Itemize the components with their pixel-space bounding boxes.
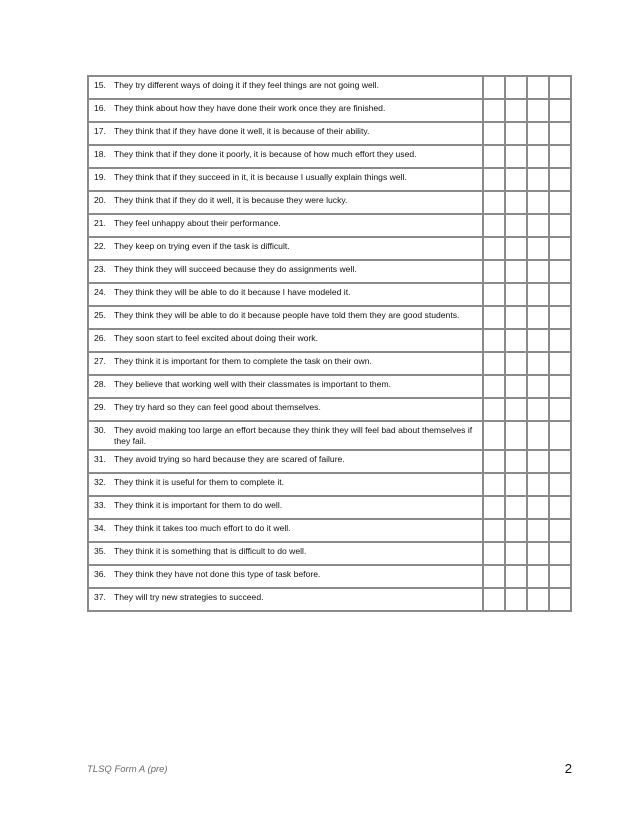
question-cell bbox=[88, 329, 483, 352]
question-number: 16. bbox=[94, 103, 106, 113]
response-box[interactable] bbox=[527, 473, 549, 496]
question-cell bbox=[88, 421, 483, 450]
question-number: 30. bbox=[94, 425, 106, 435]
response-box[interactable] bbox=[505, 352, 527, 375]
response-box[interactable] bbox=[483, 145, 505, 168]
response-box[interactable] bbox=[527, 191, 549, 214]
response-box[interactable] bbox=[549, 122, 571, 145]
question-cell bbox=[88, 352, 483, 375]
response-box[interactable] bbox=[527, 496, 549, 519]
question-text: They think it is something that is difficult to do well. bbox=[114, 546, 307, 556]
question-row bbox=[88, 122, 571, 145]
response-box[interactable] bbox=[527, 588, 549, 611]
question-cell bbox=[88, 450, 483, 473]
question-text: They believe that working well with their classmates is important to them. bbox=[114, 379, 392, 389]
response-box[interactable] bbox=[505, 214, 527, 237]
response-box[interactable] bbox=[505, 99, 527, 122]
response-box[interactable] bbox=[483, 496, 505, 519]
response-box[interactable] bbox=[505, 145, 527, 168]
response-box[interactable] bbox=[483, 421, 505, 450]
question-text: They try different ways of doing it if they feel things are not going well. bbox=[114, 80, 379, 90]
question-cell bbox=[88, 496, 483, 519]
question-cell bbox=[88, 398, 483, 421]
response-box[interactable] bbox=[527, 352, 549, 375]
question-number: 24. bbox=[94, 287, 106, 297]
response-box[interactable] bbox=[527, 260, 549, 283]
question-row bbox=[88, 588, 571, 611]
response-box[interactable] bbox=[505, 519, 527, 542]
response-box[interactable] bbox=[549, 237, 571, 260]
question-text: They avoid trying so hard because they are scared of failure. bbox=[114, 454, 345, 464]
question-text: They try hard so they can feel good about themselves. bbox=[114, 402, 321, 412]
response-box[interactable] bbox=[505, 542, 527, 565]
question-text: They think it is important for them to complete the task on their own. bbox=[114, 356, 372, 366]
question-text: They will try new strategies to succeed. bbox=[114, 592, 264, 602]
response-box[interactable] bbox=[549, 76, 571, 99]
response-box[interactable] bbox=[505, 421, 527, 450]
question-number: 25. bbox=[94, 310, 106, 320]
question-text: They think they have not done this type of task before. bbox=[114, 569, 321, 579]
response-box[interactable] bbox=[483, 473, 505, 496]
response-box[interactable] bbox=[549, 352, 571, 375]
response-box[interactable] bbox=[527, 99, 549, 122]
question-cell bbox=[88, 306, 483, 329]
question-row bbox=[88, 214, 571, 237]
response-box[interactable] bbox=[505, 260, 527, 283]
question-text: They think it takes too much effort to do it well. bbox=[114, 523, 291, 533]
question-text: They keep on trying even if the task is difficult. bbox=[114, 241, 290, 251]
response-box[interactable] bbox=[483, 329, 505, 352]
response-box[interactable] bbox=[505, 283, 527, 306]
response-box[interactable] bbox=[549, 145, 571, 168]
question-row bbox=[88, 398, 571, 421]
response-box[interactable] bbox=[527, 122, 549, 145]
response-box[interactable] bbox=[527, 237, 549, 260]
response-box[interactable] bbox=[505, 237, 527, 260]
response-box[interactable] bbox=[549, 375, 571, 398]
response-box[interactable] bbox=[549, 542, 571, 565]
response-box[interactable] bbox=[483, 306, 505, 329]
response-box[interactable] bbox=[549, 473, 571, 496]
question-number: 32. bbox=[94, 477, 106, 487]
response-box[interactable] bbox=[527, 306, 549, 329]
response-box[interactable] bbox=[549, 260, 571, 283]
question-row bbox=[88, 260, 571, 283]
question-row bbox=[88, 283, 571, 306]
questionnaire-table bbox=[87, 75, 572, 612]
response-box[interactable] bbox=[527, 398, 549, 421]
response-box[interactable] bbox=[549, 283, 571, 306]
response-box[interactable] bbox=[505, 398, 527, 421]
response-box[interactable] bbox=[505, 122, 527, 145]
question-cell bbox=[88, 519, 483, 542]
question-number: 26. bbox=[94, 333, 106, 343]
response-box[interactable] bbox=[505, 565, 527, 588]
question-cell bbox=[88, 168, 483, 191]
response-box[interactable] bbox=[549, 588, 571, 611]
response-box[interactable] bbox=[549, 519, 571, 542]
question-cell bbox=[88, 375, 483, 398]
response-box[interactable] bbox=[549, 214, 571, 237]
question-number: 20. bbox=[94, 195, 106, 205]
question-cell bbox=[88, 588, 483, 611]
response-box[interactable] bbox=[505, 329, 527, 352]
response-box[interactable] bbox=[483, 122, 505, 145]
question-number: 18. bbox=[94, 149, 106, 159]
response-box[interactable] bbox=[483, 214, 505, 237]
response-box[interactable] bbox=[483, 76, 505, 99]
response-box[interactable] bbox=[505, 496, 527, 519]
question-text: They think they will be able to do it because I have modeled it. bbox=[114, 287, 351, 297]
question-text: They think it is useful for them to complete it. bbox=[114, 477, 285, 487]
question-number: 27. bbox=[94, 356, 106, 366]
question-text: They think that if they have done it well, it is because of their ability. bbox=[114, 126, 370, 136]
response-box[interactable] bbox=[483, 542, 505, 565]
question-number: 15. bbox=[94, 80, 106, 90]
question-text: They avoid making too large an effort because they think they will feel bad about themselves if they fail. bbox=[114, 425, 473, 446]
response-box[interactable] bbox=[483, 260, 505, 283]
question-row bbox=[88, 145, 571, 168]
response-box[interactable] bbox=[549, 421, 571, 450]
response-box[interactable] bbox=[505, 191, 527, 214]
question-number: 35. bbox=[94, 546, 106, 556]
question-row bbox=[88, 306, 571, 329]
question-text: They think it is important for them to do well. bbox=[114, 500, 283, 510]
question-row bbox=[88, 542, 571, 565]
response-box[interactable] bbox=[527, 329, 549, 352]
response-box[interactable] bbox=[483, 352, 505, 375]
question-cell bbox=[88, 145, 483, 168]
question-row bbox=[88, 375, 571, 398]
response-box[interactable] bbox=[483, 519, 505, 542]
response-box[interactable] bbox=[483, 283, 505, 306]
question-cell bbox=[88, 565, 483, 588]
response-box[interactable] bbox=[483, 450, 505, 473]
question-number: 28. bbox=[94, 379, 106, 389]
question-number: 33. bbox=[94, 500, 106, 510]
response-box[interactable] bbox=[483, 237, 505, 260]
response-box[interactable] bbox=[527, 76, 549, 99]
question-text: They think they will succeed because they do assignments well. bbox=[114, 264, 357, 274]
question-row bbox=[88, 237, 571, 260]
response-box[interactable] bbox=[527, 519, 549, 542]
response-box[interactable] bbox=[549, 99, 571, 122]
response-box[interactable] bbox=[549, 398, 571, 421]
response-box[interactable] bbox=[527, 214, 549, 237]
form-label: TLSQ Form A (pre) bbox=[87, 764, 168, 775]
question-cell bbox=[88, 76, 483, 99]
question-cell bbox=[88, 473, 483, 496]
question-text: They think that if they done it poorly, it is because of how much effort they used. bbox=[114, 149, 417, 159]
question-text: They soon start to feel excited about doing their work. bbox=[114, 333, 318, 343]
question-number: 31. bbox=[94, 454, 106, 464]
question-cell bbox=[88, 191, 483, 214]
response-box[interactable] bbox=[527, 542, 549, 565]
response-box[interactable] bbox=[505, 473, 527, 496]
question-row bbox=[88, 519, 571, 542]
response-box[interactable] bbox=[483, 398, 505, 421]
response-box[interactable] bbox=[483, 375, 505, 398]
question-row bbox=[88, 168, 571, 191]
response-box[interactable] bbox=[483, 588, 505, 611]
question-row bbox=[88, 421, 571, 450]
response-box[interactable] bbox=[527, 283, 549, 306]
response-box[interactable] bbox=[549, 565, 571, 588]
question-cell bbox=[88, 542, 483, 565]
question-row bbox=[88, 76, 571, 99]
question-row bbox=[88, 352, 571, 375]
question-number: 19. bbox=[94, 172, 106, 182]
question-row bbox=[88, 565, 571, 588]
question-row bbox=[88, 496, 571, 519]
response-box[interactable] bbox=[549, 306, 571, 329]
response-box[interactable] bbox=[527, 145, 549, 168]
question-row bbox=[88, 99, 571, 122]
question-text: They think that if they succeed in it, it is because I usually explain things well. bbox=[114, 172, 407, 182]
response-box[interactable] bbox=[549, 496, 571, 519]
question-row bbox=[88, 191, 571, 214]
response-box[interactable] bbox=[549, 450, 571, 473]
response-box[interactable] bbox=[505, 76, 527, 99]
question-row bbox=[88, 329, 571, 352]
response-box[interactable] bbox=[483, 191, 505, 214]
question-number: 21. bbox=[94, 218, 106, 228]
response-box[interactable] bbox=[505, 306, 527, 329]
question-number: 34. bbox=[94, 523, 106, 533]
response-box[interactable] bbox=[483, 99, 505, 122]
response-box[interactable] bbox=[505, 450, 527, 473]
question-text: They think that if they do it well, it is because they were lucky. bbox=[114, 195, 348, 205]
page-number: 2 bbox=[564, 761, 572, 776]
response-box[interactable] bbox=[505, 375, 527, 398]
response-box[interactable] bbox=[483, 565, 505, 588]
question-number: 29. bbox=[94, 402, 106, 412]
response-box[interactable] bbox=[505, 588, 527, 611]
response-box[interactable] bbox=[549, 168, 571, 191]
question-cell bbox=[88, 214, 483, 237]
question-cell bbox=[88, 237, 483, 260]
response-box[interactable] bbox=[527, 375, 549, 398]
response-box[interactable] bbox=[527, 565, 549, 588]
response-box[interactable] bbox=[505, 168, 527, 191]
response-box[interactable] bbox=[527, 450, 549, 473]
question-cell bbox=[88, 99, 483, 122]
question-cell bbox=[88, 260, 483, 283]
question-text: They feel unhappy about their performance. bbox=[114, 218, 281, 228]
question-number: 37. bbox=[94, 592, 106, 602]
response-box[interactable] bbox=[527, 168, 549, 191]
question-row bbox=[88, 450, 571, 473]
response-box[interactable] bbox=[549, 329, 571, 352]
questionnaire-body bbox=[88, 76, 571, 611]
response-box[interactable] bbox=[527, 421, 549, 450]
question-row bbox=[88, 473, 571, 496]
question-number: 17. bbox=[94, 126, 106, 136]
response-box[interactable] bbox=[549, 191, 571, 214]
question-text: They think they will be able to do it because people have told them they are good students. bbox=[114, 310, 460, 320]
question-number: 22. bbox=[94, 241, 106, 251]
question-cell bbox=[88, 122, 483, 145]
response-box[interactable] bbox=[483, 168, 505, 191]
question-cell bbox=[88, 283, 483, 306]
question-number: 23. bbox=[94, 264, 106, 274]
question-number: 36. bbox=[94, 569, 106, 579]
question-text: They think about how they have done their work once they are finished. bbox=[114, 103, 386, 113]
